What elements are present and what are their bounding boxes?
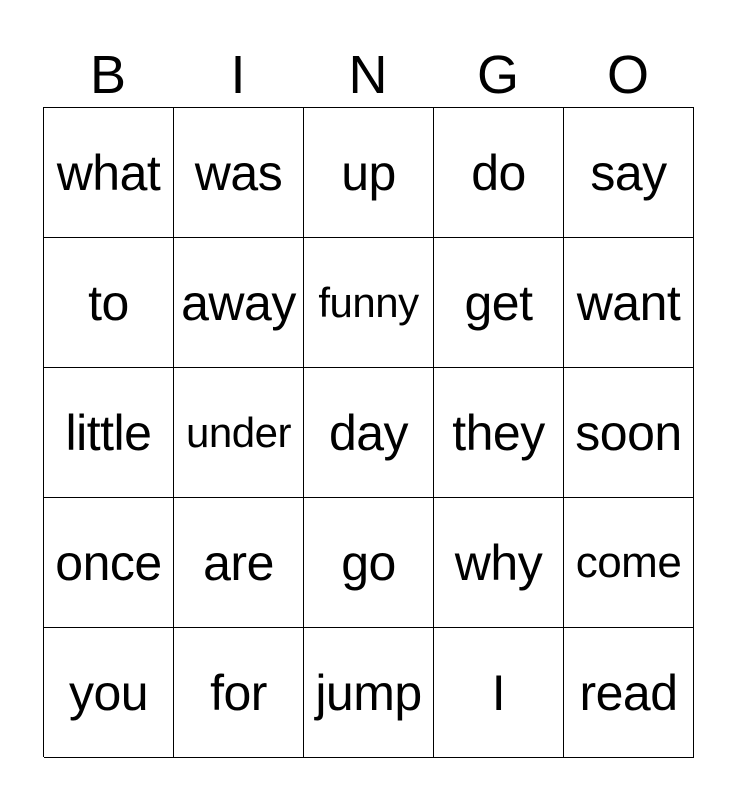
bingo-cell: you bbox=[44, 628, 174, 758]
bingo-cell: say bbox=[564, 108, 694, 238]
bingo-cell: go bbox=[304, 498, 434, 628]
bingo-cell: read bbox=[564, 628, 694, 758]
header-letter-o: O bbox=[606, 45, 649, 105]
bingo-cell: up bbox=[304, 108, 434, 238]
bingo-cell: why bbox=[434, 498, 564, 628]
bingo-cell: what bbox=[44, 108, 174, 238]
header-letter-b: B bbox=[89, 45, 127, 105]
bingo-cell: under bbox=[174, 368, 304, 498]
bingo-board bbox=[43, 107, 694, 757]
bingo-cell: want bbox=[564, 238, 694, 368]
bingo-cell: away bbox=[174, 238, 304, 368]
bingo-cell: soon bbox=[564, 368, 694, 498]
bingo-cell: come bbox=[564, 498, 694, 628]
bingo-cell: for bbox=[174, 628, 304, 758]
bingo-cell: was bbox=[174, 108, 304, 238]
bingo-cell: I bbox=[434, 628, 564, 758]
header-letter-i: I bbox=[230, 45, 246, 105]
bingo-cell: once bbox=[44, 498, 174, 628]
bingo-cell: are bbox=[174, 498, 304, 628]
bingo-cell: funny bbox=[304, 238, 434, 368]
header-letter-n: N bbox=[348, 45, 388, 105]
bingo-cell: they bbox=[434, 368, 564, 498]
bingo-cell: do bbox=[434, 108, 564, 238]
bingo-cell: get bbox=[434, 238, 564, 368]
bingo-header bbox=[43, 44, 693, 106]
bingo-cell: to bbox=[44, 238, 174, 368]
bingo-cell: little bbox=[44, 368, 174, 498]
bingo-cell: day bbox=[304, 368, 434, 498]
bingo-cell: jump bbox=[304, 628, 434, 758]
header-letter-g: G bbox=[476, 45, 519, 105]
